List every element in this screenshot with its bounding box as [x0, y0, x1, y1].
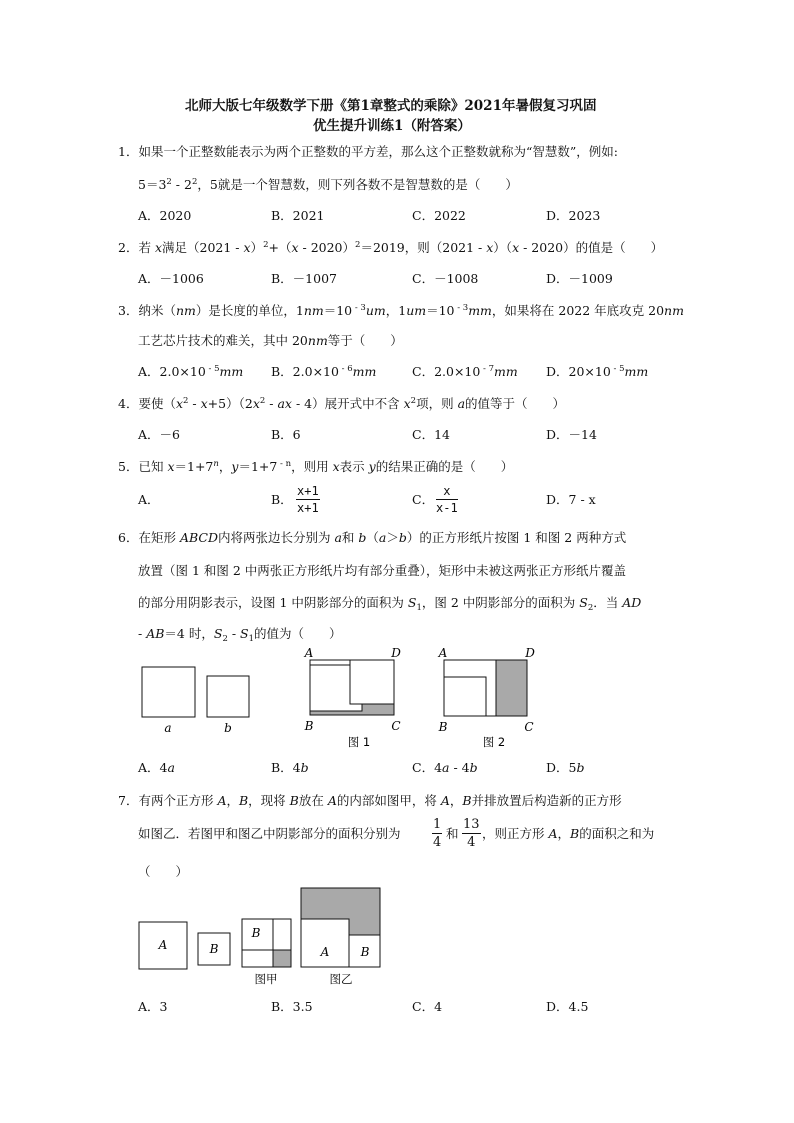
q6-label-b: b: [224, 721, 232, 735]
q7-line-1: 7．有两个正方形 A，B，现将 B放在 A的内部如图甲，将 A，B并排放置后构造新的正方形: [118, 793, 622, 808]
q7-option-b[interactable]: B．3.5: [271, 999, 313, 1014]
q6-fig2-vertex-a: A: [438, 646, 448, 660]
q4-option-b[interactable]: B．6: [271, 427, 301, 442]
q7-yi-caption: 图乙: [329, 972, 353, 986]
q7-line-2: 如图乙．若图甲和图乙中阴影部分的面积分别为: [138, 826, 401, 841]
q6-option-a[interactable]: A．4a: [138, 760, 175, 775]
q1-option-c[interactable]: C．2022: [412, 208, 466, 223]
q7-option-a[interactable]: A．3: [138, 999, 168, 1014]
q2-option-d[interactable]: D．－1009: [546, 271, 613, 286]
q5-option-c-fraction: $\frac{x}{x-1}$: [436, 484, 458, 515]
q7-jia-label-b: B: [251, 926, 261, 940]
q7-yi-label-a: A: [320, 945, 330, 959]
q1-option-a[interactable]: A．2020: [138, 208, 192, 223]
q6-line-2: 放置（图 1 和图 2 中两张正方形纸片均有部分重叠），矩形中未被这两张正方形纸片覆盖: [138, 563, 627, 578]
q6-option-d[interactable]: D．5b: [546, 760, 585, 775]
q7-figure-yi: [301, 888, 380, 986]
q4-stem: 4．要使$(x^2 - x+5)(2x^2$ - ax - 4）展开式中不含 $x^2$项，则 a的值等于（ ）: [118, 396, 566, 411]
q7-square-b-label: B: [209, 942, 219, 956]
q6-figure-2: [438, 646, 536, 749]
q6-option-b[interactable]: B．4b: [271, 760, 309, 775]
q6-fig1-caption: 图 1: [347, 735, 371, 749]
q6-fig1-vertex-d: D: [391, 646, 401, 660]
q4-option-c[interactable]: C．14: [412, 427, 450, 442]
q3-option-b[interactable]: B．2.0×10 $^{- 6}$mm: [271, 364, 377, 379]
q5-stem: 5．已知 $x=1+7^n$，y＝1+7 $^{- n}$，则用 x表示 y的结果正确的是（ ）: [118, 459, 514, 474]
q7-figure-jia: [242, 919, 291, 986]
q7-jia-shade: [273, 950, 291, 967]
q7-option-c[interactable]: C．4: [412, 999, 443, 1014]
q6-fig2-vertex-c: C: [524, 720, 534, 734]
q7-option-d[interactable]: D．4.5: [546, 999, 589, 1014]
q7-yi-square-a: [301, 919, 349, 967]
q1-option-b[interactable]: B．2021: [271, 208, 325, 223]
q2-option-c[interactable]: C．－1008: [412, 271, 479, 286]
q1-option-d[interactable]: D．2023: [546, 208, 601, 223]
q7-line-2-tail: ，则正方形 A，B的面积之和为: [482, 826, 655, 841]
q6-fig2-square-b: [444, 677, 486, 716]
q2-option-a[interactable]: A．－1006: [138, 271, 204, 286]
q7-yi-label-b: B: [360, 945, 370, 959]
q3-option-c[interactable]: C．2.0×10 $^{- 7}$mm: [412, 364, 518, 379]
q5-option-d[interactable]: D．7 - x: [546, 492, 596, 507]
q2-stem: 2．若 x满足（2021 - x）$^2$+（x - 2020）$^2$＝2019，则（2021 - x）（x - 2020）的值是（ ）: [118, 240, 664, 255]
q6-fig2-vertex-b: B: [438, 720, 448, 734]
q4-option-a[interactable]: A．－6: [138, 427, 180, 442]
q7-figure: [130, 880, 400, 990]
q7-square-a-label: A: [158, 938, 168, 952]
q3-option-d[interactable]: D．20×10 $^{- 5}$mm: [546, 364, 649, 379]
q6-figure: [138, 645, 558, 755]
q2-option-b[interactable]: B．－1007: [271, 271, 337, 286]
q6-label-a: a: [164, 721, 172, 735]
q7-fraction-2: $\frac{13}{4}$: [463, 817, 480, 850]
title-line-1: 北师大版七年级数学下册《第1章整式的乘除》2021年暑假复习巩固: [185, 98, 597, 114]
q6-fig1-vertex-c: C: [391, 719, 401, 733]
q7-line-3: （ ）: [138, 864, 189, 879]
q7-fraction-1: $\frac{1}{4}$: [433, 817, 442, 850]
q6-fig1-square-b: [350, 660, 394, 704]
q4-option-d[interactable]: D．－14: [546, 427, 597, 442]
q6-fig2-caption: 图 2: [482, 735, 506, 749]
q1-line-2: $5=3^2 - 2^2$，5就是一个智慧数，则下列各数不是智慧数的是（ ）: [138, 177, 518, 192]
q6-square-b: [207, 676, 249, 717]
q6-fig2-vertex-d: D: [525, 646, 535, 660]
q5-option-b[interactable]: B．: [271, 492, 293, 507]
q6-fig1-vertex-b: B: [304, 719, 314, 733]
q6-square-a: [142, 667, 195, 717]
q5-option-b-fraction: $\frac{x+1}{x+1}$: [297, 484, 319, 515]
q7-jia-caption: 图甲: [254, 972, 278, 986]
q6-line-3: 的部分用阴影表示，设图 1 中阴影部分的面积为 $S_1$，图 2 中阴影部分的面积为 $S_2$．当 AD: [138, 595, 642, 613]
q3-line-1: 3．纳米（nm）是长度的单位，1nm＝10 $^{- 3}$um，1um＝10 $^{- 3}$mm，如果将在 2022 年底攻克 20nm: [118, 303, 684, 318]
q3-option-a[interactable]: A．2.0×10 $^{- 5}$mm: [138, 364, 244, 379]
q5-option-a[interactable]: A．: [138, 492, 160, 507]
q3-line-2: 工艺芯片技术的难关，其中 20nm等于（ ）: [138, 333, 403, 348]
title-line-2: 优生提升训练1（附答案）: [313, 118, 471, 134]
q6-line-4: - AB＝4 时，$S_2 - S_1$的值为（ ）: [138, 626, 342, 644]
q6-fig1-shade-1: [362, 704, 394, 715]
q6-fig1-shade-2: [310, 711, 362, 715]
q1-line-1: 1．如果一个正整数能表示为两个正整数的平方差，那么这个正整数就称为“智慧数”，例如:: [118, 144, 618, 159]
q7-and: 和: [446, 826, 459, 841]
q6-line-1: 6．在矩形 ABCD内将两张边长分别为 a和 b（a＞b）的正方形纸片按图 1 和图 2 两种方式: [118, 530, 627, 545]
q5-option-c[interactable]: C．: [412, 492, 435, 507]
q6-option-c[interactable]: C．4a - 4b: [412, 760, 478, 775]
q6-figure-1: [304, 646, 402, 749]
q6-fig1-vertex-a: A: [304, 646, 314, 660]
